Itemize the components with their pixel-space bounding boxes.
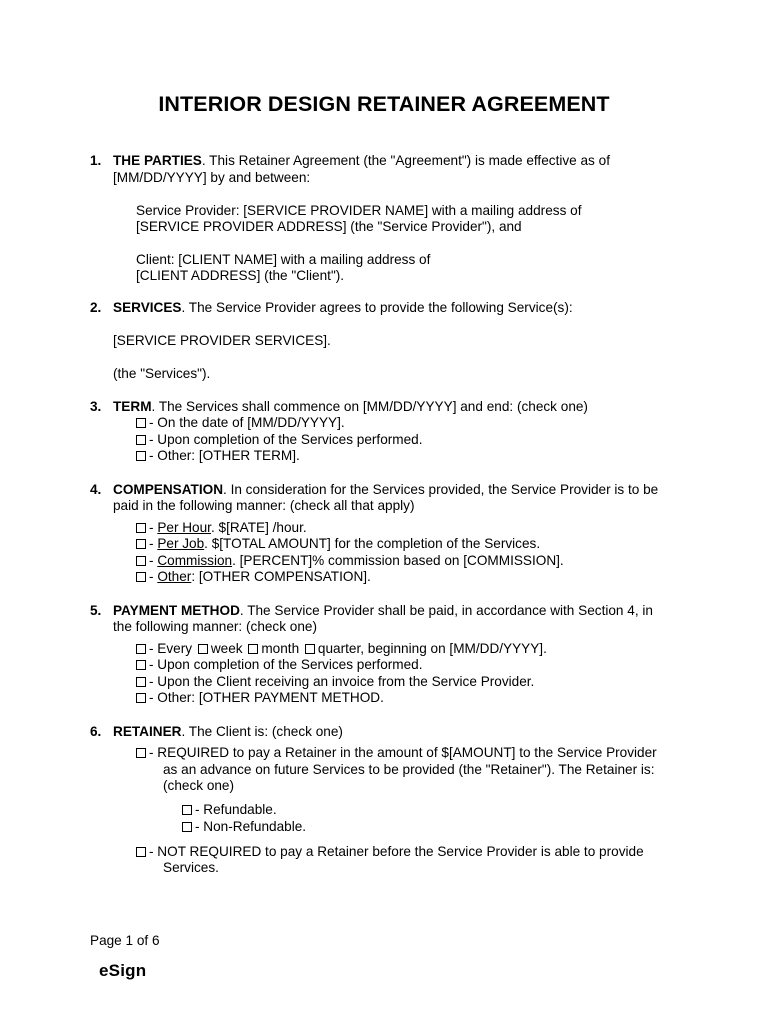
retainer-refundable: - Refundable. <box>182 801 277 818</box>
section-1-line-1: THE PARTIES. This Retainer Agreement (the "Agreement") is made effective as of <box>113 153 610 168</box>
term-option-1-checkbox[interactable] <box>136 418 146 428</box>
payment-other: - Other: [OTHER PAYMENT METHOD. <box>136 689 384 706</box>
compensation-commission: - Commission. [PERCENT]% commission based on [COMMISSION]. <box>136 552 564 569</box>
section-3-number: 3. <box>90 399 102 414</box>
section-1-line-2: [MM/DD/YYYY] by and between: <box>113 170 311 185</box>
service-provider-line-1: Service Provider: [SERVICE PROVIDER NAME] with a mailing address of <box>136 203 582 218</box>
term-option-3: - Other: [OTHER TERM]. <box>136 447 300 464</box>
service-provider-line-2: [SERVICE PROVIDER ADDRESS] (the "Service Provider"), and <box>136 219 522 234</box>
retainer-not-required-line-1: - NOT REQUIRED to pay a Retainer before the Service Provider is able to provide <box>136 843 644 860</box>
payment-every-checkbox[interactable] <box>136 644 146 654</box>
page-number: Page 1 of 6 <box>90 933 160 948</box>
esign-logo: eSign <box>99 961 147 980</box>
term-option-2: - Upon completion of the Services performed. <box>136 431 423 448</box>
week-checkbox[interactable] <box>198 644 208 654</box>
section-2-line-1: SERVICES. The Service Provider agrees to provide the following Service(s): <box>113 300 573 315</box>
commission-checkbox[interactable] <box>136 556 146 566</box>
payment-every-option: - Every week month quarter, beginning on [MM/DD/YYYY]. <box>136 640 547 657</box>
section-4-line-2: paid in the following manner: (check all that apply) <box>113 498 415 513</box>
retainer-required-line-1: - REQUIRED to pay a Retainer in the amount of $[AMOUNT] to the Service Provider <box>136 744 657 761</box>
section-5-heading: PAYMENT METHOD <box>113 603 240 618</box>
retainer-not-required-checkbox[interactable] <box>136 847 146 857</box>
payment-upon-invoice: - Upon the Client receiving an invoice from the Service Provider. <box>136 673 534 690</box>
section-6-line-1: RETAINER. The Client is: (check one) <box>113 724 343 739</box>
retainer-required-line-2: as an advance on future Services to be provided (the "Retainer"). The Retainer is: <box>163 762 655 777</box>
section-5-line-2: the following manner: (check one) <box>113 619 318 634</box>
compensation-other: - Other: [OTHER COMPENSATION]. <box>136 568 371 585</box>
client-line-1: Client: [CLIENT NAME] with a mailing address of <box>136 252 431 267</box>
section-1-heading: THE PARTIES <box>113 153 202 168</box>
section-5-line-1: PAYMENT METHOD. The Service Provider shall be paid, in accordance with Section 4, in <box>113 603 653 618</box>
retainer-non-refundable: - Non-Refundable. <box>182 818 306 835</box>
compensation-per-hour: - Per Hour. $[RATE] /hour. <box>136 519 307 536</box>
client-line-2: [CLIENT ADDRESS] (the "Client"). <box>136 268 345 283</box>
document-title: INTERIOR DESIGN RETAINER AGREEMENT <box>158 92 610 116</box>
section-6-number: 6. <box>90 724 102 739</box>
section-2-heading: SERVICES <box>113 300 182 315</box>
section-3-line-1: TERM. The Services shall commence on [MM/DD/YYYY] and end: (check one) <box>113 399 588 414</box>
services-placeholder: [SERVICE PROVIDER SERVICES]. <box>113 333 331 348</box>
month-checkbox[interactable] <box>248 644 258 654</box>
term-option-3-checkbox[interactable] <box>136 451 146 461</box>
payment-other-checkbox[interactable] <box>136 693 146 703</box>
retainer-not-required-line-2: Services. <box>163 860 219 875</box>
section-1-number: 1. <box>90 153 102 168</box>
retainer-required-line-3: (check one) <box>163 778 235 793</box>
refundable-checkbox[interactable] <box>182 805 192 815</box>
other-compensation-checkbox[interactable] <box>136 572 146 582</box>
section-4-heading: COMPENSATION <box>113 482 224 497</box>
section-2-number: 2. <box>90 300 102 315</box>
term-option-1: - On the date of [MM/DD/YYYY]. <box>136 414 345 431</box>
section-4-number: 4. <box>90 482 102 497</box>
section-3-heading: TERM <box>113 399 152 414</box>
non-refundable-checkbox[interactable] <box>182 822 192 832</box>
payment-upon-invoice-checkbox[interactable] <box>136 677 146 687</box>
per-hour-checkbox[interactable] <box>136 523 146 533</box>
retainer-required-checkbox[interactable] <box>136 748 146 758</box>
section-6-heading: RETAINER <box>113 724 182 739</box>
per-job-checkbox[interactable] <box>136 539 146 549</box>
payment-upon-completion: - Upon completion of the Services performed. <box>136 656 423 673</box>
quarter-checkbox[interactable] <box>305 644 315 654</box>
payment-upon-completion-checkbox[interactable] <box>136 660 146 670</box>
services-definition: (the "Services"). <box>113 366 211 381</box>
compensation-per-job: - Per Job. $[TOTAL AMOUNT] for the completion of the Services. <box>136 535 540 552</box>
section-5-number: 5. <box>90 603 102 618</box>
term-option-2-checkbox[interactable] <box>136 435 146 445</box>
section-4-line-1: COMPENSATION. In consideration for the Services provided, the Service Provider is to be <box>113 482 659 497</box>
